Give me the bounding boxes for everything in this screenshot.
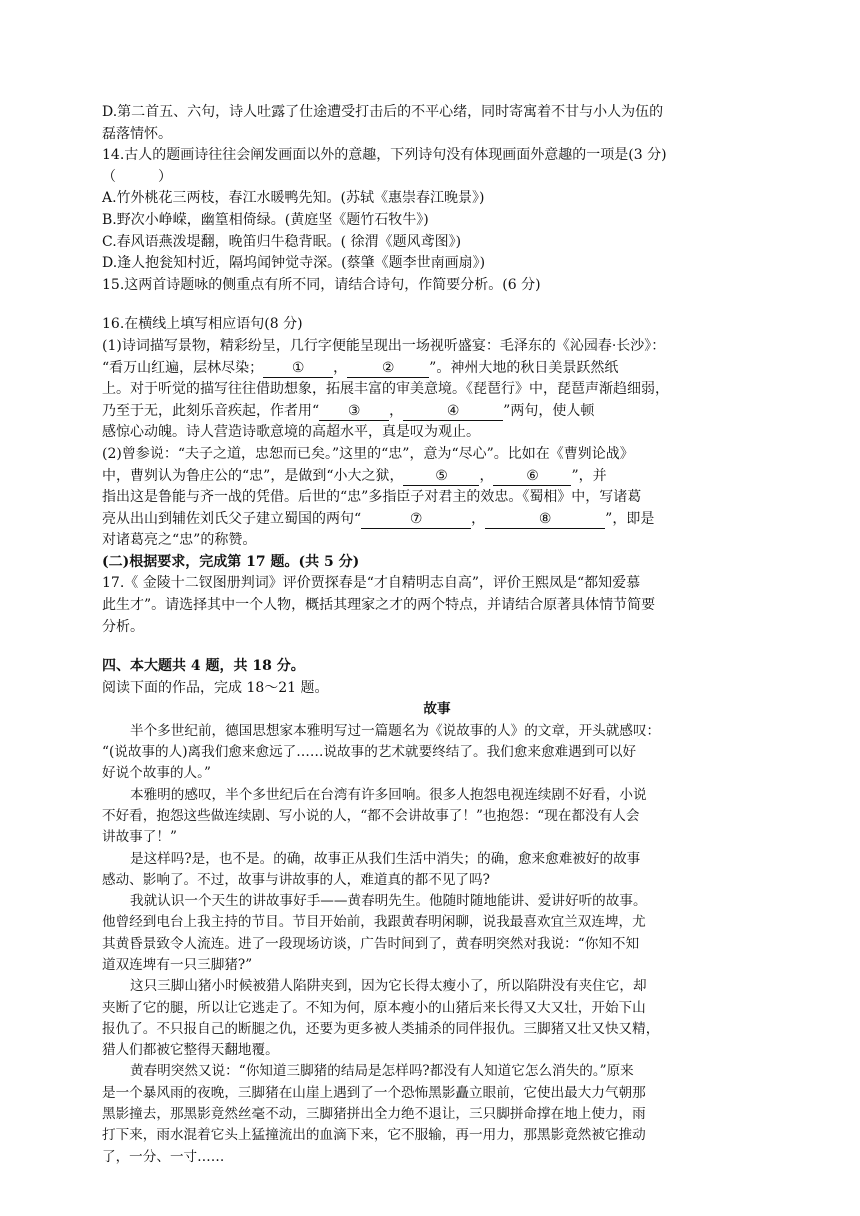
q17-line1: 17.《 金陵十二钗图册判词》评价贾探春是“才自精明志自高”，评价王熙凤是“都知爱慕 [102, 575, 641, 592]
section-4-heading: 四、本大题共 4 题，共 18 分。 [102, 658, 305, 675]
story-title: 故事 [423, 701, 451, 718]
q17-line2: 此生才”。请选择其中一个人物，概括其理家之才的两个特点，并请结合原著具体情节简要 [102, 597, 656, 614]
q17-line3: 分析。 [102, 618, 144, 635]
story-paragraph-6-line-5: 了，一分、一寸…… [102, 1148, 225, 1165]
q16-text: ”，即是 [605, 510, 655, 527]
q16-p2-line5: 对诸葛亮之“忠”的称赞。 [102, 532, 257, 549]
q16-text: ， [333, 359, 348, 376]
blank-8[interactable]: ⑧ [485, 510, 605, 529]
blank-4[interactable]: ④ [403, 402, 503, 421]
story-paragraph-4-line-2: 他曾经到电台上我主持的节目。节目开始前，我跟黄春明闲聊，说我最喜欢宜兰双连埤，尤 [102, 914, 646, 931]
story-paragraph-6-line-3: 黑影撞去，那黑影竟然丝毫不动，三脚猪拼出全力绝不退让，三只脚拼命撑在地上使力，雨 [102, 1106, 646, 1123]
q16-text: ， [471, 510, 486, 527]
q15-text: 15.这两首诗题咏的侧重点有所不同，请结合诗句，作简要分析。(6 分) [102, 276, 541, 293]
story-paragraph-5-line-4: 猎人们都被它整得天翻地覆。 [102, 1042, 279, 1059]
q14-option-b: B.野次小峥嵘，幽篁相倚绿。(黄庭坚《题竹石牧牛》) [102, 211, 429, 228]
spacer [102, 638, 772, 656]
page-content [102, 102, 772, 1168]
story-paragraph-3-line-1: 是这样吗?是，也不是。的确，故事正从我们生活中消失；的确，愈来愈难被好的故事 [130, 850, 641, 867]
q16-text: ”两句，使人顿 [503, 402, 595, 419]
blank-7[interactable]: ⑦ [361, 510, 471, 529]
story-paragraph-6-line-4: 打下来，雨水混着它头上猛撞流出的血滴下来，它不服输，再一用力，那黑影竟然被它推动 [102, 1127, 646, 1144]
story-paragraph-3-line-2: 感动、影响了。不过，故事与讲故事的人，难道真的都不见了吗? [102, 871, 490, 888]
q16-p1-line5: 感惊心动魄。诗人营造诗歌意境的高超水平，真是叹为观止。 [102, 424, 480, 441]
q16-p1-line3: 上。对于听觉的描写往往借助想象，拓展丰富的审美意境。《琵琶行》中，琵琶声渐趋细弱， [102, 381, 669, 398]
story-paragraph-5-line-2: 夹断了它的腿，所以让它逃走了。不知为何，原本瘦小的山猪后来长得又大又壮，开始下山 [102, 999, 646, 1016]
story-paragraph-4-line-4: 道双连埤有一只三脚猪?” [102, 957, 253, 973]
story-paragraph-2-line-3: 讲故事了！” [102, 829, 177, 846]
story-paragraph-4-line-1: 我就认识一个天生的讲故事好手——黄春明先生。他随时随地能讲、爱讲好听的故事。 [130, 893, 647, 910]
q13-option-d-line1: D.第二首五、六句，诗人吐露了仕途遭受打击后的不平心绪，同时寄寓着不甘与小人为伍的 [102, 104, 664, 120]
blank-5[interactable]: ⑤ [403, 467, 479, 486]
q16-text: 亮从出山到辅佐刘氏父子建立蜀国的两句“ [102, 510, 362, 527]
q16-p2-line1: (2)曾参说：“夫子之道，忠恕而已矣。”这里的“忠”，意为“尽心”。比如在《曹刿论战》 [102, 445, 634, 462]
story-paragraph-2-line-1: 本雅明的感叹，半个多世纪后在台湾有许多回响。很多人抱怨电视连续剧不好看，小说 [130, 786, 647, 803]
q16-text: “看万山红遍，层林尽染； [102, 359, 264, 376]
q14-option-a: A.竹外桃花三两枝，春江水暖鸭先知。(苏轼《惠崇春江晚景》) [102, 190, 485, 207]
q16-p1-line1: (1)诗词描写景物，精彩纷呈，几行字便能呈现出一场视听盛宴：毛泽东的《沁园春·长沙》： [102, 337, 666, 354]
q16-title: 16.在横线上填写相应语句(8 分) [102, 316, 303, 333]
q16-text: ”。神州大地的秋日美景跃然纸 [429, 359, 619, 376]
story-paragraph-4-line-3: 其黄昏景致令人流连。进了一段现场访谈，广告时间到了，黄春明突然对我说：“你知不知 [102, 935, 640, 952]
story-paragraph-5-line-1: 这只三脚山猪小时候被猎人陷阱夹到，因为它长得太瘦小了，所以陷阱没有夹住它，却 [130, 978, 647, 995]
q16-text: ， [389, 402, 404, 419]
story-paragraph-5-line-3: 报仇了。不只报自己的断腿之仇，还要为更多被人类捕杀的同伴报仇。三脚猪又壮又快又精， [102, 1020, 660, 1037]
q16-p1-line2 [102, 358, 772, 380]
q14-stem-line1: 14.古人的题画诗往往会阐发画面以外的意趣，下列诗句没有体现画面外意趣的一项是(3 分) [102, 147, 667, 164]
q14-option-c: C.春风语燕泼堤翻，晚笛归牛稳背眠。( 徐渭《题风鸢图》) [102, 233, 462, 250]
blank-6[interactable]: ⑥ [493, 467, 571, 486]
q14-option-d: D.逢人抱瓮知村近，隔坞闻钟觉寺深。(蔡肇《题李世南画扇》) [102, 255, 486, 272]
blank-1[interactable]: ① [263, 359, 333, 378]
story-paragraph-6-line-2: 是一个暴风雨的夜晚，三脚猪在山崖上遇到了一个恐怖黑影矗立眼前，它使出最大力气朝那 [102, 1084, 646, 1101]
blank-3[interactable]: ③ [319, 402, 389, 421]
story-paragraph-6-line-1: 黄春明突然又说：“你知道三脚猪的结局是怎样吗?都没有人知道它怎么消失的。”原来 [130, 1063, 634, 1080]
story-passage [102, 699, 772, 1168]
section-4-instruction: 阅读下面的作品，完成 18～21 题。 [102, 679, 329, 696]
blank-2[interactable]: ② [347, 359, 429, 378]
q16-text: ， [479, 467, 494, 484]
q16-p2-line3: 指出这是鲁能与齐一战的凭借。后世的“忠”多指臣子对君主的效忠。《蜀相》中，写诸葛 [102, 489, 642, 506]
section-2-heading: (二)根据要求，完成第 17 题。(共 5 分) [102, 553, 360, 570]
spacer [102, 296, 772, 314]
q16-p2-line2 [102, 466, 772, 488]
story-paragraph-2-line-2: 不好看，抱怨这些做连续剧、写小说的人，“都不会讲故事了！”也抱怨：“现在都没有人会 [102, 807, 640, 824]
q13-option-d-line2: 磊落情怀。 [102, 125, 172, 142]
story-paragraph-1-line-1: 半个多世纪前，德国思想家本雅明写过一篇题名为《说故事的人》的文章，开头就感叹： [130, 722, 661, 739]
story-paragraph-1-line-2: “(说故事的人)离我们愈来愈远了……说故事的艺术就要终结了。我们愈来愈难遇到可以好 [102, 744, 637, 761]
story-paragraph-1-line-3: 好说个故事的人。” [102, 765, 211, 782]
q16-text: 中，曹刿认为鲁庄公的“忠”，是做到“小大之狱， [102, 467, 404, 484]
q16-text: ”，并 [571, 467, 607, 484]
story-body [102, 721, 772, 1168]
q14-stem-line2: （ ） [102, 168, 172, 185]
q16-p2-line4 [102, 509, 772, 531]
q16-text: 乃至于无，此刻乐音疾起，作者用“ [102, 402, 320, 419]
q16-p1-line4 [102, 401, 772, 423]
